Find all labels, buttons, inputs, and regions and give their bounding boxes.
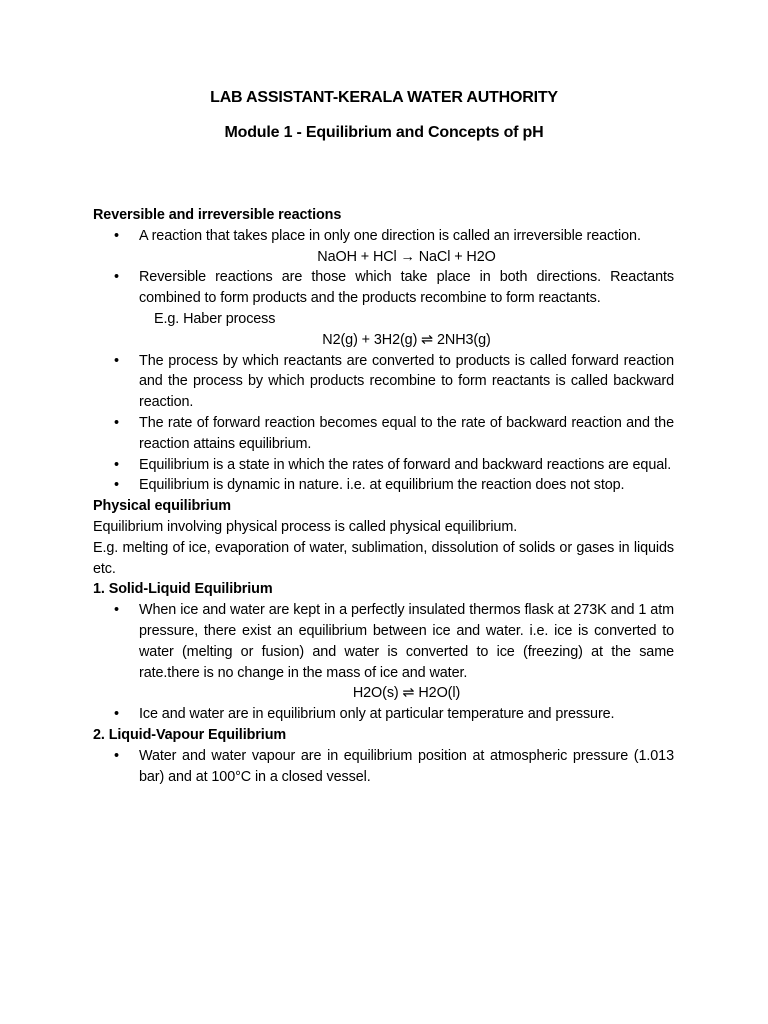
document-title: LAB ASSISTANT-KERALA WATER AUTHORITY: [210, 89, 558, 106]
paragraph: E.g. melting of ice, evaporation of water, sublimation, dissolution of solids or gases in liquids etc.: [93, 539, 674, 577]
list-item: • Ice and water are in equilibrium only at particular temperature and pressure.: [93, 704, 674, 725]
document-body: [93, 205, 674, 787]
section-heading-liquid-vapour: 2. Liquid-Vapour Equilibrium: [93, 726, 287, 743]
module-title: Module 1 - Equilibrium and Concepts of pH: [224, 124, 544, 141]
bullet-list-solid-liquid-2: [93, 704, 674, 725]
equation-naoh-hcl: NaOH + HCl → NaCl + H2O: [317, 248, 496, 265]
list-item: • The process by which reactants are converted to products is called forward reaction and the process by which products recombine to form reactants is called backward reaction.: [93, 351, 674, 413]
bullet-list-reversible: [93, 226, 674, 247]
bullet-list-liquid-vapour: [93, 746, 674, 788]
bullet-list-reversible-3: [93, 351, 674, 497]
list-item: • Reversible reactions are those which take place in both directions. Reactants combined to form products and the products recombine to form reactants.: [93, 267, 674, 309]
list-item: • The rate of forward reaction becomes equal to the rate of backward reaction and the reaction attains equilibrium.: [93, 413, 674, 455]
equation-haber: N2(g) + 3H2(g) ⇌ 2NH3(g): [322, 331, 491, 348]
list-item: • A reaction that takes place in only one direction is called an irreversible reaction.: [93, 226, 674, 247]
list-item: • Equilibrium is dynamic in nature. i.e. at equilibrium the reaction does not stop.: [93, 475, 674, 496]
section-heading-solid-liquid: 1. Solid-Liquid Equilibrium: [93, 581, 273, 598]
bullet-list-reversible-2: [93, 267, 674, 309]
bullet-list-solid-liquid: [93, 600, 674, 683]
list-item: • Water and water vapour are in equilibrium position at atmospheric pressure (1.013 bar) and at 100°C in a closed vessel.: [93, 746, 674, 788]
list-item: • When ice and water are kept in a perfectly insulated thermos flask at 273K and 1 atm pressure, there exist an equilibrium between ice and water. i.e. ice is converted to water (melting or fusion) and water is converted to ice (freezing) at the same rate.there is no change in the mass of ice and water.: [93, 600, 674, 683]
list-item: • Equilibrium is a state in which the rates of forward and backward reactions are equal.: [93, 455, 674, 476]
section-heading-physical: Physical equilibrium: [93, 498, 231, 515]
section-heading-reversible: Reversible and irreversible reactions: [93, 207, 342, 223]
paragraph: Equilibrium involving physical process is called physical equilibrium.: [93, 518, 518, 535]
equation-ice-water: H2O(s) ⇌ H2O(l): [352, 685, 461, 702]
example-haber: E.g. Haber process: [154, 310, 276, 327]
